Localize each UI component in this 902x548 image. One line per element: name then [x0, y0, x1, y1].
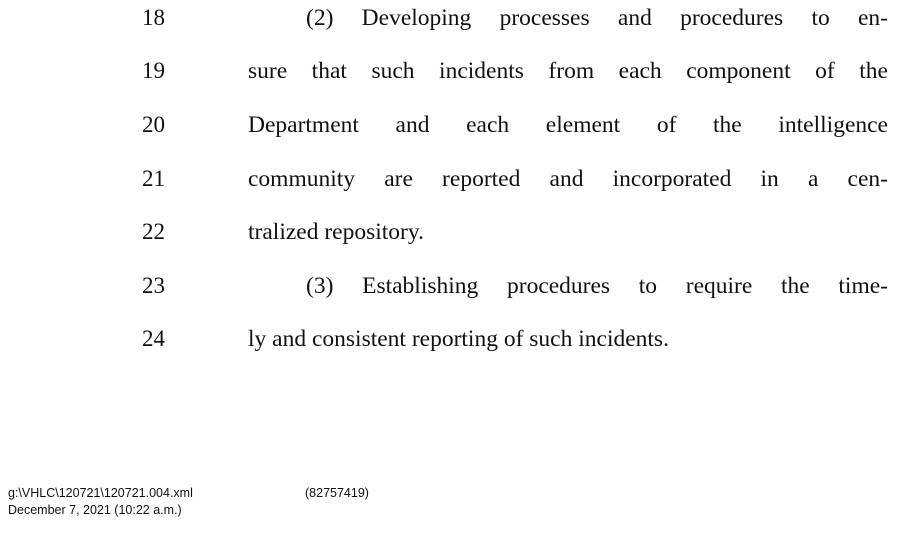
line-text: tralized repository. — [248, 219, 424, 245]
line-text: (2) Developing processes and procedures to en- — [306, 5, 888, 31]
line-text: sure that such incidents from each component of the — [248, 58, 888, 84]
line-number: 18 — [142, 5, 165, 30]
line-number: 23 — [142, 273, 165, 298]
line-number: 21 — [142, 166, 165, 191]
footer-file-path: g:\VHLC\120721\120721.004.xml — [8, 486, 193, 500]
text-line-24 — [0, 325, 902, 365]
text-line-20 — [0, 111, 902, 151]
line-number: 20 — [142, 112, 165, 137]
text-line-21 — [0, 165, 902, 205]
text-line-18 — [0, 4, 902, 44]
line-text: ly and consistent reporting of such incidents. — [248, 326, 669, 352]
line-number: 24 — [142, 326, 165, 351]
text-line-22 — [0, 218, 902, 258]
text-line-19 — [0, 57, 902, 97]
line-number: 19 — [142, 58, 165, 83]
line-text: (3) Establishing procedures to require the time- — [306, 273, 888, 299]
text-line-23 — [0, 272, 902, 312]
line-text: community are reported and incorporated in a cen- — [248, 166, 888, 192]
footer-date: December 7, 2021 (10:22 a.m.) — [8, 503, 182, 517]
line-text: Department and each element of the intelligence — [248, 112, 888, 138]
footer-document-id: (82757419) — [305, 486, 369, 500]
line-number: 22 — [142, 219, 165, 244]
